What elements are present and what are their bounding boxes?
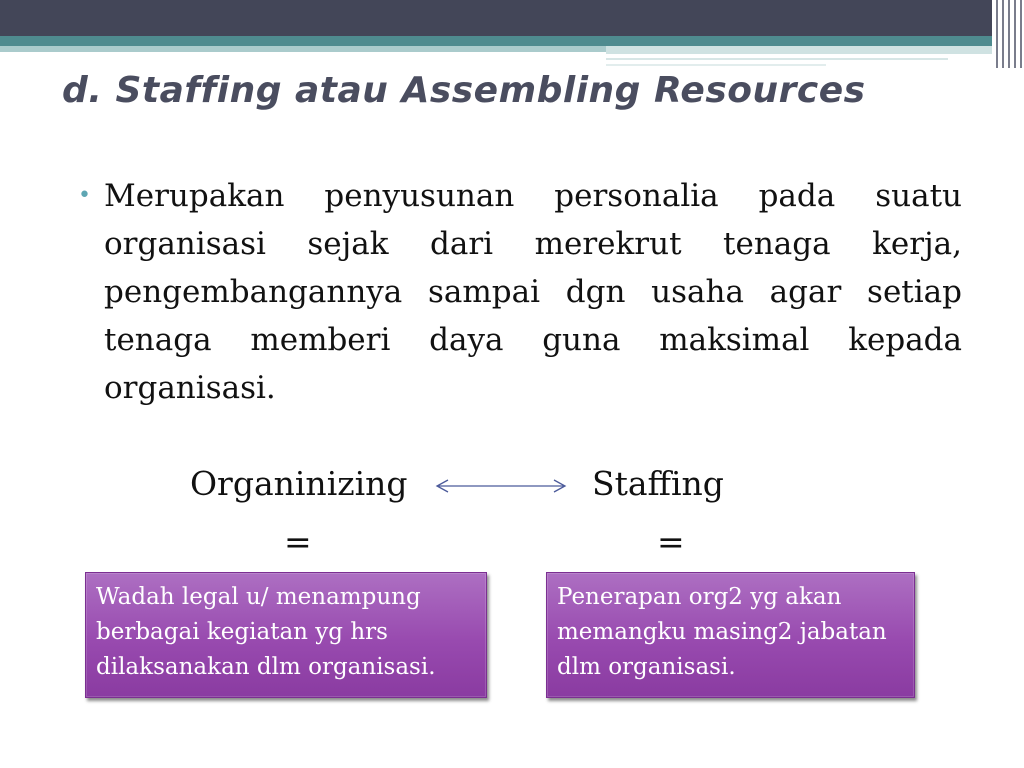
definition-box-staffing	[546, 572, 915, 698]
header-vertical-bars	[992, 0, 1024, 68]
slide-title: d. Staffing atau Assembling Resources	[62, 70, 866, 111]
definition-text: Penerapan org2 yg akan memangku masing2 jabatan dlm organisasi.	[557, 584, 887, 680]
definition-box-organizing	[85, 572, 487, 698]
definition-text: Wadah legal u/ menampung berbagai kegiatan yg hrs dilaksanakan dlm organisasi.	[96, 584, 436, 680]
equals-sign-right: =	[657, 522, 685, 561]
bullet-list	[78, 172, 962, 412]
double-arrow-icon	[434, 476, 568, 496]
term-organizing: Organinizing	[190, 464, 408, 503]
header-thin-line	[606, 64, 826, 66]
term-staffing: Staffing	[592, 464, 724, 503]
header-thin-line	[606, 58, 948, 60]
header-stripe-light-right	[606, 46, 1000, 54]
header-stripe-light	[0, 46, 606, 52]
header-bar	[0, 0, 1024, 36]
header-stripe	[0, 36, 1000, 46]
equals-sign-left: =	[284, 522, 312, 561]
bullet-text: Merupakan penyusunan personalia pada suatu organisasi sejak dari merekrut tenaga kerja, pengembangannya sampai dgn usaha agar setiap tenaga memberi daya guna maksimal kepada organisasi.	[104, 178, 962, 406]
bullet-icon: •	[78, 183, 91, 208]
